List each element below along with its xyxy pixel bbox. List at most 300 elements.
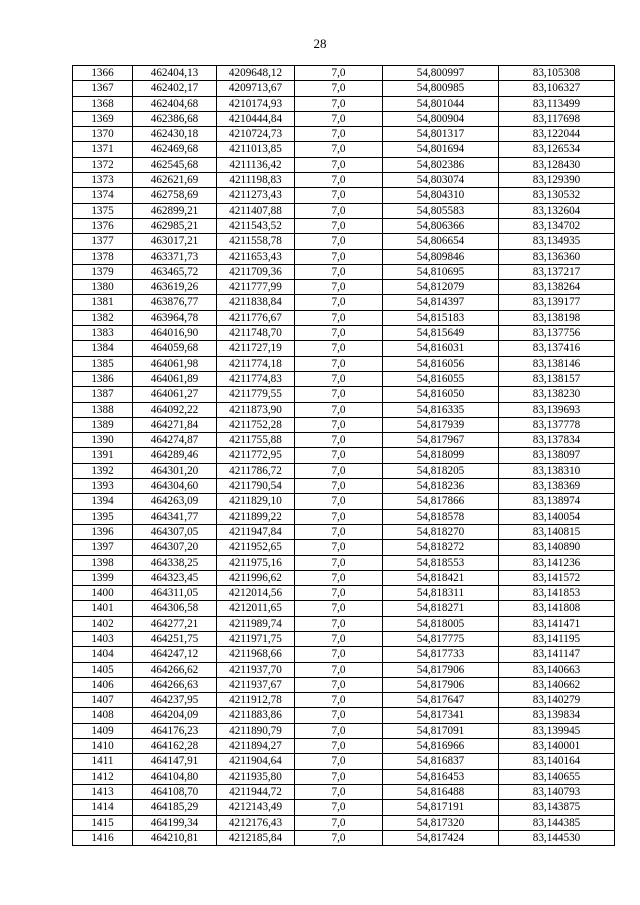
table-row (73, 494, 615, 509)
longitude-cell: 83,138264 (499, 280, 615, 295)
accuracy-cell: 7,0 (295, 234, 383, 249)
point-number-cell: 1388 (73, 402, 133, 417)
table-row (73, 647, 615, 662)
point-number-cell: 1384 (73, 341, 133, 356)
table-row (73, 815, 615, 830)
x-coordinate-cell: 462621,69 (133, 173, 217, 188)
x-coordinate-cell: 464266,63 (133, 677, 217, 692)
latitude-cell: 54,818271 (383, 601, 499, 616)
y-coordinate-cell: 4211774,83 (217, 371, 295, 386)
longitude-cell: 83,138310 (499, 463, 615, 478)
table-row (73, 402, 615, 417)
accuracy-cell: 7,0 (295, 356, 383, 371)
table-row (73, 463, 615, 478)
longitude-cell: 83,141147 (499, 647, 615, 662)
longitude-cell: 83,137756 (499, 326, 615, 341)
accuracy-cell: 7,0 (295, 310, 383, 325)
table-row (73, 677, 615, 692)
y-coordinate-cell: 4209648,12 (217, 66, 295, 81)
x-coordinate-cell: 462985,21 (133, 218, 217, 233)
longitude-cell: 83,140054 (499, 509, 615, 524)
x-coordinate-cell: 464304,60 (133, 479, 217, 494)
x-coordinate-cell: 463017,21 (133, 234, 217, 249)
y-coordinate-cell: 4212014,56 (217, 586, 295, 601)
point-number-cell: 1371 (73, 142, 133, 157)
latitude-cell: 54,818270 (383, 524, 499, 539)
table-row (73, 66, 615, 81)
point-number-cell: 1390 (73, 433, 133, 448)
y-coordinate-cell: 4212176,43 (217, 815, 295, 830)
accuracy-cell: 7,0 (295, 555, 383, 570)
x-coordinate-cell: 464266,62 (133, 662, 217, 677)
x-coordinate-cell: 464108,70 (133, 784, 217, 799)
longitude-cell: 83,141808 (499, 601, 615, 616)
table-row (73, 708, 615, 723)
x-coordinate-cell: 462758,69 (133, 188, 217, 203)
longitude-cell: 83,141572 (499, 570, 615, 585)
point-number-cell: 1382 (73, 310, 133, 325)
longitude-cell: 83,139945 (499, 723, 615, 738)
y-coordinate-cell: 4211653,43 (217, 249, 295, 264)
longitude-cell: 83,140279 (499, 693, 615, 708)
table-row (73, 173, 615, 188)
accuracy-cell: 7,0 (295, 280, 383, 295)
latitude-cell: 54,818205 (383, 463, 499, 478)
x-coordinate-cell: 464301,20 (133, 463, 217, 478)
accuracy-cell: 7,0 (295, 96, 383, 111)
accuracy-cell: 7,0 (295, 66, 383, 81)
y-coordinate-cell: 4212185,84 (217, 830, 295, 845)
y-coordinate-cell: 4211772,95 (217, 448, 295, 463)
longitude-cell: 83,141195 (499, 631, 615, 646)
point-number-cell: 1374 (73, 188, 133, 203)
y-coordinate-cell: 4211937,70 (217, 662, 295, 677)
point-number-cell: 1404 (73, 647, 133, 662)
latitude-cell: 54,812079 (383, 280, 499, 295)
table-row (73, 570, 615, 585)
table-row (73, 754, 615, 769)
point-number-cell: 1396 (73, 524, 133, 539)
accuracy-cell: 7,0 (295, 662, 383, 677)
y-coordinate-cell: 4212143,49 (217, 800, 295, 815)
y-coordinate-cell: 4211776,67 (217, 310, 295, 325)
table-row (73, 723, 615, 738)
table-row (73, 769, 615, 784)
accuracy-cell: 7,0 (295, 157, 383, 172)
longitude-cell: 83,137834 (499, 433, 615, 448)
latitude-cell: 54,817939 (383, 417, 499, 432)
y-coordinate-cell: 4211935,80 (217, 769, 295, 784)
point-number-cell: 1387 (73, 387, 133, 402)
y-coordinate-cell: 4210444,84 (217, 111, 295, 126)
point-number-cell: 1391 (73, 448, 133, 463)
latitude-cell: 54,800904 (383, 111, 499, 126)
point-number-cell: 1373 (73, 173, 133, 188)
latitude-cell: 54,815649 (383, 326, 499, 341)
accuracy-cell: 7,0 (295, 326, 383, 341)
latitude-cell: 54,804310 (383, 188, 499, 203)
longitude-cell: 83,144385 (499, 815, 615, 830)
longitude-cell: 83,138198 (499, 310, 615, 325)
latitude-cell: 54,816056 (383, 356, 499, 371)
point-number-cell: 1370 (73, 127, 133, 142)
x-coordinate-cell: 464185,29 (133, 800, 217, 815)
point-number-cell: 1381 (73, 295, 133, 310)
table-row (73, 81, 615, 96)
latitude-cell: 54,816031 (383, 341, 499, 356)
table-row (73, 739, 615, 754)
accuracy-cell: 7,0 (295, 81, 383, 96)
latitude-cell: 54,817866 (383, 494, 499, 509)
y-coordinate-cell: 4211894,27 (217, 739, 295, 754)
table-row (73, 417, 615, 432)
y-coordinate-cell: 4211777,99 (217, 280, 295, 295)
point-number-cell: 1394 (73, 494, 133, 509)
y-coordinate-cell: 4211899,22 (217, 509, 295, 524)
accuracy-cell: 7,0 (295, 448, 383, 463)
y-coordinate-cell: 4211407,88 (217, 203, 295, 218)
accuracy-cell: 7,0 (295, 693, 383, 708)
longitude-cell: 83,140655 (499, 769, 615, 784)
accuracy-cell: 7,0 (295, 830, 383, 845)
longitude-cell: 83,140890 (499, 540, 615, 555)
accuracy-cell: 7,0 (295, 111, 383, 126)
longitude-cell: 83,136360 (499, 249, 615, 264)
longitude-cell: 83,113499 (499, 96, 615, 111)
point-number-cell: 1397 (73, 540, 133, 555)
longitude-cell: 83,137416 (499, 341, 615, 356)
table-row (73, 264, 615, 279)
longitude-cell: 83,141471 (499, 616, 615, 631)
page-number: 28 (313, 36, 327, 51)
longitude-cell: 83,141853 (499, 586, 615, 601)
y-coordinate-cell: 4211952,65 (217, 540, 295, 555)
longitude-cell: 83,122044 (499, 127, 615, 142)
table-row (73, 218, 615, 233)
longitude-cell: 83,138369 (499, 479, 615, 494)
x-coordinate-cell: 463371,73 (133, 249, 217, 264)
point-number-cell: 1380 (73, 280, 133, 295)
accuracy-cell: 7,0 (295, 509, 383, 524)
accuracy-cell: 7,0 (295, 754, 383, 769)
point-number-cell: 1392 (73, 463, 133, 478)
x-coordinate-cell: 462404,13 (133, 66, 217, 81)
table-row (73, 371, 615, 386)
longitude-cell: 83,117698 (499, 111, 615, 126)
table-row (73, 479, 615, 494)
table-row (73, 111, 615, 126)
longitude-cell: 83,138097 (499, 448, 615, 463)
x-coordinate-cell: 462430,18 (133, 127, 217, 142)
x-coordinate-cell: 462402,17 (133, 81, 217, 96)
y-coordinate-cell: 4211873,90 (217, 402, 295, 417)
accuracy-cell: 7,0 (295, 570, 383, 585)
point-number-cell: 1386 (73, 371, 133, 386)
y-coordinate-cell: 4212011,65 (217, 601, 295, 616)
point-number-cell: 1401 (73, 601, 133, 616)
table-row (73, 586, 615, 601)
x-coordinate-cell: 462404,68 (133, 96, 217, 111)
longitude-cell: 83,134702 (499, 218, 615, 233)
accuracy-cell: 7,0 (295, 295, 383, 310)
point-number-cell: 1395 (73, 509, 133, 524)
accuracy-cell: 7,0 (295, 815, 383, 830)
table-row (73, 448, 615, 463)
latitude-cell: 54,817647 (383, 693, 499, 708)
x-coordinate-cell: 464338,25 (133, 555, 217, 570)
point-number-cell: 1409 (73, 723, 133, 738)
x-coordinate-cell: 464204,09 (133, 708, 217, 723)
latitude-cell: 54,818421 (383, 570, 499, 585)
y-coordinate-cell: 4211198,83 (217, 173, 295, 188)
table-row (73, 784, 615, 799)
latitude-cell: 54,810695 (383, 264, 499, 279)
latitude-cell: 54,817906 (383, 662, 499, 677)
point-number-cell: 1416 (73, 830, 133, 845)
table-row (73, 249, 615, 264)
accuracy-cell: 7,0 (295, 524, 383, 539)
longitude-cell: 83,132604 (499, 203, 615, 218)
table-row (73, 142, 615, 157)
point-number-cell: 1402 (73, 616, 133, 631)
point-number-cell: 1412 (73, 769, 133, 784)
longitude-cell: 83,143875 (499, 800, 615, 815)
x-coordinate-cell: 464251,75 (133, 631, 217, 646)
longitude-cell: 83,138146 (499, 356, 615, 371)
table-row (73, 188, 615, 203)
accuracy-cell: 7,0 (295, 417, 383, 432)
latitude-cell: 54,817733 (383, 647, 499, 662)
x-coordinate-cell: 464199,34 (133, 815, 217, 830)
point-number-cell: 1377 (73, 234, 133, 249)
table-row (73, 356, 615, 371)
x-coordinate-cell: 462545,68 (133, 157, 217, 172)
accuracy-cell: 7,0 (295, 387, 383, 402)
x-coordinate-cell: 463619,26 (133, 280, 217, 295)
point-number-cell: 1372 (73, 157, 133, 172)
latitude-cell: 54,818005 (383, 616, 499, 631)
latitude-cell: 54,816966 (383, 739, 499, 754)
latitude-cell: 54,818272 (383, 540, 499, 555)
table-row (73, 295, 615, 310)
latitude-cell: 54,817967 (383, 433, 499, 448)
latitude-cell: 54,805583 (383, 203, 499, 218)
y-coordinate-cell: 4211013,85 (217, 142, 295, 157)
longitude-cell: 83,138230 (499, 387, 615, 402)
accuracy-cell: 7,0 (295, 647, 383, 662)
latitude-cell: 54,800997 (383, 66, 499, 81)
accuracy-cell: 7,0 (295, 677, 383, 692)
x-coordinate-cell: 464247,12 (133, 647, 217, 662)
y-coordinate-cell: 4211883,86 (217, 708, 295, 723)
longitude-cell: 83,140793 (499, 784, 615, 799)
table-row (73, 341, 615, 356)
accuracy-cell: 7,0 (295, 341, 383, 356)
x-coordinate-cell: 464289,46 (133, 448, 217, 463)
y-coordinate-cell: 4211971,75 (217, 631, 295, 646)
point-number-cell: 1389 (73, 417, 133, 432)
x-coordinate-cell: 464162,28 (133, 739, 217, 754)
x-coordinate-cell: 464323,45 (133, 570, 217, 585)
latitude-cell: 54,818553 (383, 555, 499, 570)
longitude-cell: 83,139177 (499, 295, 615, 310)
latitude-cell: 54,816453 (383, 769, 499, 784)
accuracy-cell: 7,0 (295, 616, 383, 631)
y-coordinate-cell: 4211709,36 (217, 264, 295, 279)
longitude-cell: 83,129390 (499, 173, 615, 188)
x-coordinate-cell: 464059,68 (133, 341, 217, 356)
x-coordinate-cell: 464306,58 (133, 601, 217, 616)
accuracy-cell: 7,0 (295, 371, 383, 386)
longitude-cell: 83,126534 (499, 142, 615, 157)
latitude-cell: 54,806654 (383, 234, 499, 249)
longitude-cell: 83,139693 (499, 402, 615, 417)
latitude-cell: 54,818099 (383, 448, 499, 463)
point-number-cell: 1415 (73, 815, 133, 830)
table-row (73, 693, 615, 708)
x-coordinate-cell: 464341,77 (133, 509, 217, 524)
latitude-cell: 54,817320 (383, 815, 499, 830)
x-coordinate-cell: 464061,89 (133, 371, 217, 386)
x-coordinate-cell: 464147,91 (133, 754, 217, 769)
accuracy-cell: 7,0 (295, 739, 383, 754)
table-row (73, 662, 615, 677)
x-coordinate-cell: 463964,78 (133, 310, 217, 325)
accuracy-cell: 7,0 (295, 264, 383, 279)
x-coordinate-cell: 463465,72 (133, 264, 217, 279)
latitude-cell: 54,816055 (383, 371, 499, 386)
x-coordinate-cell: 464176,23 (133, 723, 217, 738)
y-coordinate-cell: 4209713,67 (217, 81, 295, 96)
accuracy-cell: 7,0 (295, 494, 383, 509)
point-number-cell: 1403 (73, 631, 133, 646)
x-coordinate-cell: 464210,81 (133, 830, 217, 845)
latitude-cell: 54,816488 (383, 784, 499, 799)
longitude-cell: 83,140815 (499, 524, 615, 539)
point-number-cell: 1405 (73, 662, 133, 677)
table-row (73, 555, 615, 570)
latitude-cell: 54,817341 (383, 708, 499, 723)
accuracy-cell: 7,0 (295, 479, 383, 494)
point-number-cell: 1399 (73, 570, 133, 585)
y-coordinate-cell: 4210174,93 (217, 96, 295, 111)
x-coordinate-cell: 464277,21 (133, 616, 217, 631)
accuracy-cell: 7,0 (295, 601, 383, 616)
y-coordinate-cell: 4211996,62 (217, 570, 295, 585)
latitude-cell: 54,815183 (383, 310, 499, 325)
y-coordinate-cell: 4210724,73 (217, 127, 295, 142)
latitude-cell: 54,818311 (383, 586, 499, 601)
longitude-cell: 83,141236 (499, 555, 615, 570)
x-coordinate-cell: 464263,09 (133, 494, 217, 509)
x-coordinate-cell: 464237,95 (133, 693, 217, 708)
latitude-cell: 54,818578 (383, 509, 499, 524)
x-coordinate-cell: 464274,87 (133, 433, 217, 448)
longitude-cell: 83,137217 (499, 264, 615, 279)
point-number-cell: 1367 (73, 81, 133, 96)
y-coordinate-cell: 4211543,52 (217, 218, 295, 233)
y-coordinate-cell: 4211748,70 (217, 326, 295, 341)
x-coordinate-cell: 462469,68 (133, 142, 217, 157)
accuracy-cell: 7,0 (295, 203, 383, 218)
accuracy-cell: 7,0 (295, 586, 383, 601)
point-number-cell: 1410 (73, 739, 133, 754)
accuracy-cell: 7,0 (295, 769, 383, 784)
table-row (73, 387, 615, 402)
point-number-cell: 1366 (73, 66, 133, 81)
y-coordinate-cell: 4211968,66 (217, 647, 295, 662)
x-coordinate-cell: 464092,22 (133, 402, 217, 417)
y-coordinate-cell: 4211975,16 (217, 555, 295, 570)
latitude-cell: 54,817424 (383, 830, 499, 845)
accuracy-cell: 7,0 (295, 723, 383, 738)
accuracy-cell: 7,0 (295, 463, 383, 478)
point-number-cell: 1413 (73, 784, 133, 799)
point-number-cell: 1414 (73, 800, 133, 815)
x-coordinate-cell: 462899,21 (133, 203, 217, 218)
latitude-cell: 54,817091 (383, 723, 499, 738)
point-number-cell: 1383 (73, 326, 133, 341)
y-coordinate-cell: 4211786,72 (217, 463, 295, 478)
latitude-cell: 54,801317 (383, 127, 499, 142)
latitude-cell: 54,803074 (383, 173, 499, 188)
longitude-cell: 83,140164 (499, 754, 615, 769)
x-coordinate-cell: 462386,68 (133, 111, 217, 126)
latitude-cell: 54,802386 (383, 157, 499, 172)
point-number-cell: 1408 (73, 708, 133, 723)
accuracy-cell: 7,0 (295, 631, 383, 646)
table-row (73, 800, 615, 815)
y-coordinate-cell: 4211912,78 (217, 693, 295, 708)
accuracy-cell: 7,0 (295, 188, 383, 203)
longitude-cell: 83,128430 (499, 157, 615, 172)
latitude-cell: 54,814397 (383, 295, 499, 310)
point-number-cell: 1375 (73, 203, 133, 218)
y-coordinate-cell: 4211989,74 (217, 616, 295, 631)
accuracy-cell: 7,0 (295, 540, 383, 555)
accuracy-cell: 7,0 (295, 800, 383, 815)
x-coordinate-cell: 464061,27 (133, 387, 217, 402)
x-coordinate-cell: 464271,84 (133, 417, 217, 432)
point-number-cell: 1400 (73, 586, 133, 601)
latitude-cell: 54,800985 (383, 81, 499, 96)
y-coordinate-cell: 4211774,18 (217, 356, 295, 371)
latitude-cell: 54,809846 (383, 249, 499, 264)
table-row (73, 127, 615, 142)
latitude-cell: 54,817191 (383, 800, 499, 815)
latitude-cell: 54,818236 (383, 479, 499, 494)
x-coordinate-cell: 464061,98 (133, 356, 217, 371)
y-coordinate-cell: 4211838,84 (217, 295, 295, 310)
y-coordinate-cell: 4211937,67 (217, 677, 295, 692)
point-number-cell: 1393 (73, 479, 133, 494)
longitude-cell: 83,134935 (499, 234, 615, 249)
x-coordinate-cell: 464104,80 (133, 769, 217, 784)
point-number-cell: 1376 (73, 218, 133, 233)
coordinates-table (72, 65, 615, 846)
longitude-cell: 83,144530 (499, 830, 615, 845)
point-number-cell: 1368 (73, 96, 133, 111)
point-number-cell: 1378 (73, 249, 133, 264)
table-row (73, 203, 615, 218)
y-coordinate-cell: 4211273,43 (217, 188, 295, 203)
table-row (73, 326, 615, 341)
table-row (73, 280, 615, 295)
latitude-cell: 54,816837 (383, 754, 499, 769)
latitude-cell: 54,816050 (383, 387, 499, 402)
y-coordinate-cell: 4211890,79 (217, 723, 295, 738)
longitude-cell: 83,105308 (499, 66, 615, 81)
